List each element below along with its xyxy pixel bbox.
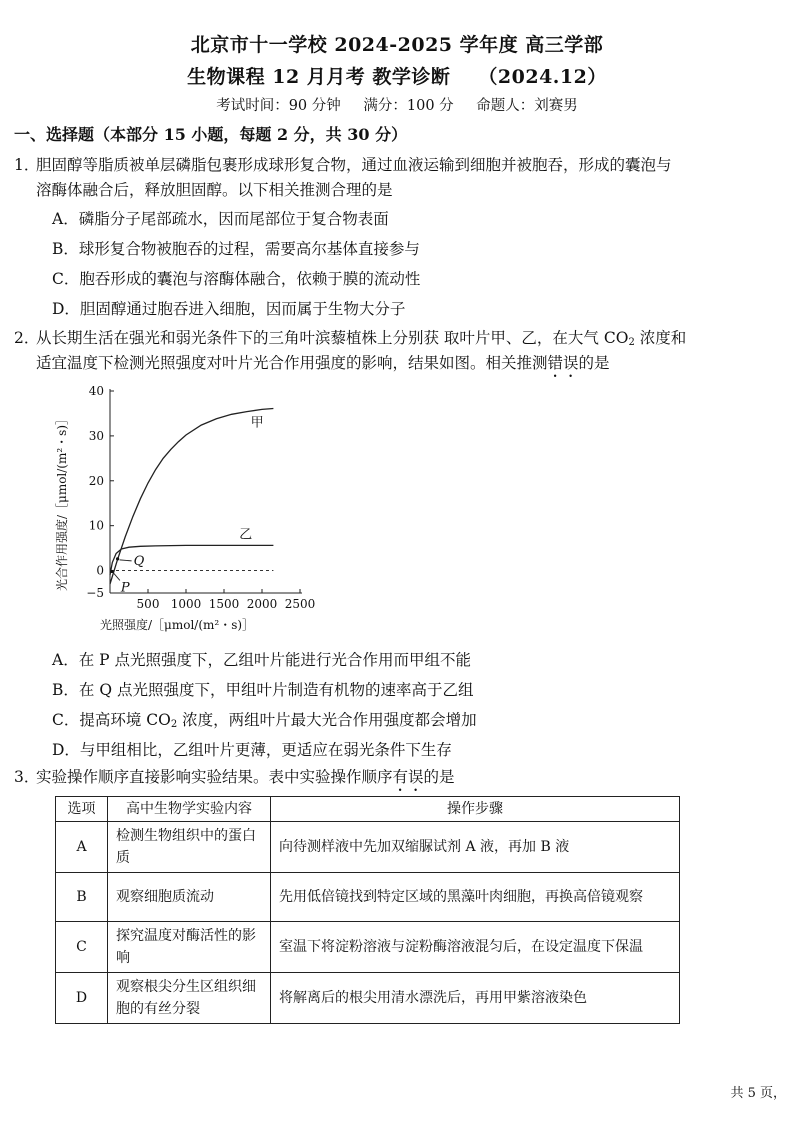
y-tick-label: −5	[86, 586, 104, 600]
q2-option-c[interactable]	[52, 708, 477, 730]
table-cell-content: 观察细胞质流动	[108, 873, 271, 922]
y-axis-label: 光合作用强度/［μmol/(m²・s)］	[55, 412, 69, 592]
x-axis-label: 光照强度/［μmol/(m²・s)］	[100, 618, 255, 632]
q2-option-c-subscript: 2	[170, 719, 178, 730]
q1-stem-line1	[14, 153, 672, 175]
table-cell-option: A	[56, 822, 108, 873]
table-cell-option: D	[56, 973, 108, 1024]
photosynthesis-chart	[50, 375, 340, 645]
table-cell-steps: 向待测样液中先加双缩脲试剂 A 液，再加 B 液	[271, 822, 680, 873]
table-cell-steps: 室温下将淀粉溶液与淀粉酶溶液混匀后，在设定温度下保温	[271, 922, 680, 973]
q3-number: 3．	[14, 768, 40, 786]
q3-stem-text-a: 实验操作顺序直接影响实验结果。表中实验操作顺序	[36, 768, 393, 786]
x-tick-label: 2500	[284, 597, 316, 611]
experiment-table	[55, 796, 680, 1024]
pointer-p	[114, 573, 120, 580]
q1-stem-text1: 胆固醇等脂质被单层磷脂包裹形成球形复合物，通过血液运输到细胞并被胞吞，形成的囊泡与	[36, 156, 672, 174]
x-tick-label: 2000	[246, 597, 278, 611]
table-cell-content: 检测生物组织中的蛋白质	[108, 822, 271, 873]
q2-option-b[interactable]: B．在 Q 点光照强度下，甲组叶片制造有机物的速率高于乙组	[52, 681, 474, 699]
q2-stem-text1a: 从长期生活在强光和弱光条件下的三角叶滨藜植株上分别获 取叶片甲、乙，在大气 CO	[36, 329, 629, 347]
q2-option-c-text-a: C．提高环境 CO	[52, 711, 171, 729]
exam-author: 命题人：刘赛男	[476, 98, 578, 114]
series-label: 甲	[250, 415, 264, 431]
table-cell-option: C	[56, 922, 108, 973]
x-tick-label: 1000	[170, 597, 202, 611]
table-header: 操作步骤	[271, 797, 680, 822]
table-cell-steps: 先用低倍镜找到特定区域的黑藻叶肉细胞，再换高倍镜观察	[271, 873, 680, 922]
q1-option-d[interactable]: D．胆固醇通过胞吞进入细胞，因而属于生物大分子	[52, 300, 406, 318]
q2-number: 2．	[14, 329, 40, 347]
exam-meta	[0, 94, 794, 115]
exam-time: 考试时间：90 分钟	[216, 98, 341, 114]
q1-number: 1．	[14, 156, 40, 174]
full-score: 满分：100 分	[363, 98, 454, 114]
q1-option-a[interactable]: A．磷脂分子尾部疏水，因而尾部位于复合物表面	[52, 210, 389, 228]
q2-co2-subscript: 2	[628, 337, 635, 348]
x-tick-label: 1500	[208, 597, 240, 611]
y-tick-label: 0	[96, 563, 104, 578]
point-q	[116, 557, 119, 560]
q2-option-d[interactable]: D．与甲组相比，乙组叶片更薄，更适应在弱光条件下生存	[52, 741, 452, 759]
course-title: 生物课程 12 月月考 教学诊断	[187, 66, 451, 88]
q1-option-c[interactable]: C．胞吞形成的囊泡与溶酶体融合，依赖于膜的流动性	[52, 270, 421, 288]
q3-stem	[14, 765, 455, 795]
table-row	[56, 922, 680, 973]
table-header: 高中生物学实验内容	[108, 797, 271, 822]
exam-date: （2024.12）	[478, 66, 607, 88]
page-footer: 共 5 页，	[730, 1086, 786, 1101]
q2-emphasis-word: 错误	[547, 354, 579, 372]
table-row	[56, 822, 680, 873]
table-cell-content: 探究温度对酶活性的影响	[108, 922, 271, 973]
series-label: 乙	[239, 527, 253, 543]
exam-title-course	[0, 62, 794, 89]
y-tick-label: 20	[88, 473, 104, 488]
table-row	[56, 873, 680, 922]
q1-option-b[interactable]: B．球形复合物被胞吞的过程，需要高尔基体直接参与	[52, 240, 420, 258]
q2-option-a[interactable]: A．在 P 点光照强度下，乙组叶片能进行光合作用而甲组不能	[52, 651, 471, 669]
q2-stem-text2a: 适宜温度下检测光照强度对叶片光合作用强度的影响，结果如图。相关推测	[36, 354, 548, 372]
point-label-q: Q	[133, 553, 145, 569]
y-tick-label: 10	[88, 518, 104, 533]
q2-option-c-text-b: 浓度，两组叶片最大光合作用强度都会增加	[177, 711, 477, 729]
q3-stem-text-b: 的是	[423, 768, 455, 786]
table-header: 选项	[56, 797, 108, 822]
y-tick-label: 30	[88, 428, 104, 443]
table-cell-option: B	[56, 873, 108, 922]
exam-title-school: 北京市十一学校 2024-2025 学年度 高三学部	[190, 34, 604, 56]
q2-stem-line1	[14, 326, 686, 348]
table-cell-steps: 将解离后的根尖用清水漂洗后，再用甲紫溶液染色	[271, 973, 680, 1024]
q1-stem-line2: 溶酶体融合后，释放胆固醇。以下相关推测合理的是	[36, 181, 393, 199]
point-p	[110, 570, 113, 573]
q2-stem-text2b: 的是	[578, 354, 610, 372]
y-tick-label: 40	[88, 384, 104, 398]
pointer-q	[120, 560, 132, 561]
point-label-p: P	[120, 580, 130, 596]
table-cell-content: 观察根尖分生区组织细胞的有丝分裂	[108, 973, 271, 1024]
q2-stem-text1b: 浓度和	[634, 329, 687, 347]
q3-emphasis-word: 有误	[392, 768, 424, 786]
x-tick-label: 500	[136, 597, 160, 611]
table-row	[56, 973, 680, 1024]
table-header-row	[56, 797, 680, 822]
section-heading: 一、选择题（本部分 15 小题，每题 2 分，共 30 分）	[14, 125, 408, 144]
